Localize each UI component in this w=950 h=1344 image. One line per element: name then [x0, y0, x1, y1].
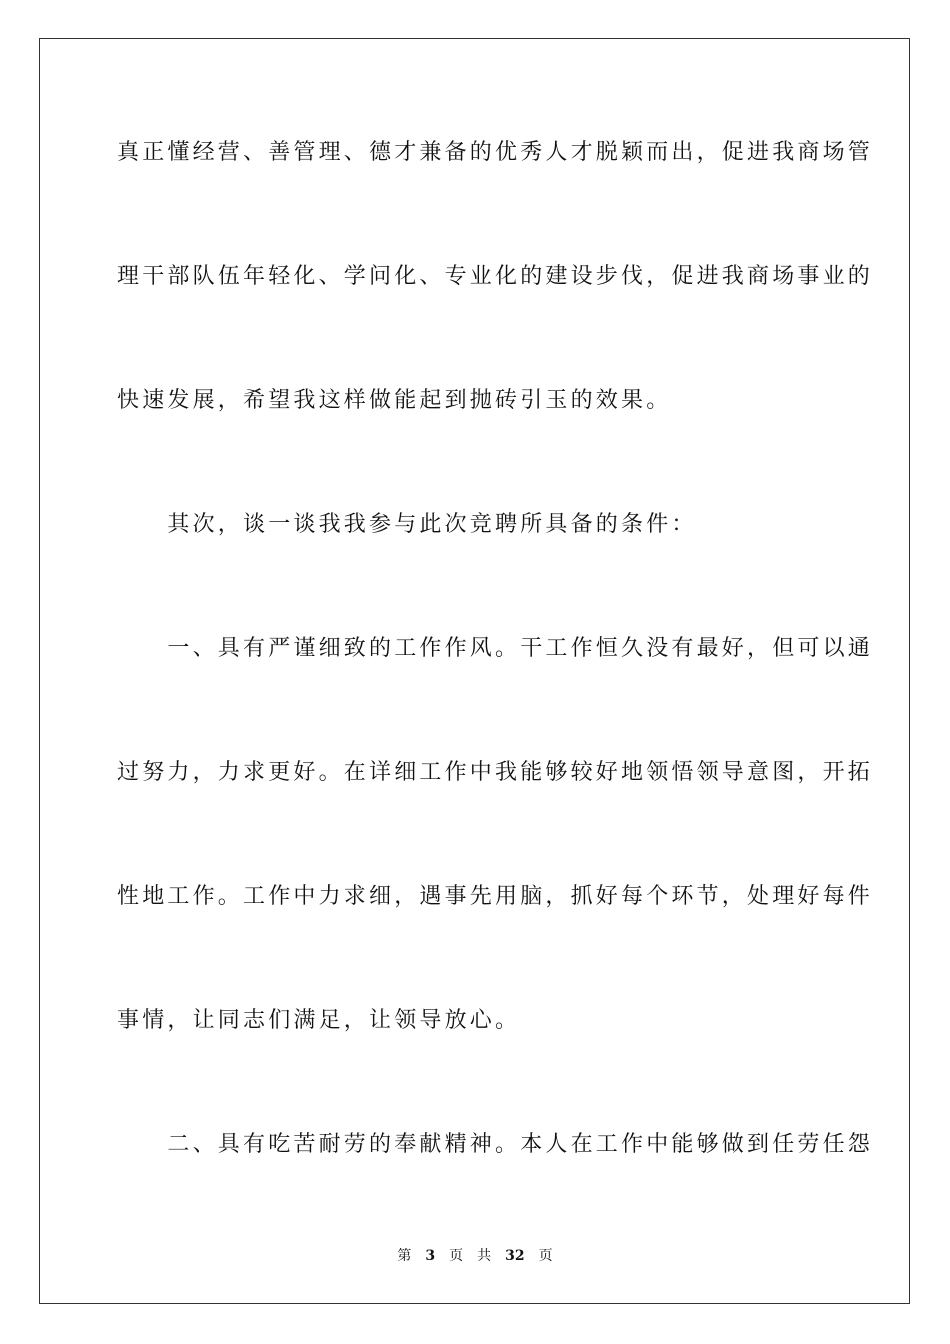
text-line-2: 理干部队伍年轻化、学问化、专业化的建设步伐，促进我商场事业的	[117, 264, 874, 289]
page-prefix: 第	[397, 1248, 412, 1264]
page-suffix: 页	[449, 1248, 464, 1264]
total-indicator	[477, 1248, 552, 1264]
text-line-6: 过努力，力求更好。在详细工作中我能够较好地领悟领导意图，开拓	[117, 760, 874, 785]
text-line-9: 二、具有吃苦耐劳的奉献精神。本人在工作中能够做到任劳任怨	[117, 1132, 874, 1157]
text-line-7: 性地工作。工作中力求细，遇事先用脑，抓好每个环节，处理好每件	[117, 884, 874, 909]
total-prefix: 共	[477, 1248, 492, 1264]
total-suffix: 页	[538, 1248, 553, 1264]
text-line-8: 事情，让同志们满足，让领导放心。	[117, 1008, 521, 1033]
page-border	[39, 38, 910, 1304]
total-pages: 32	[505, 1248, 525, 1264]
page-indicator	[397, 1248, 463, 1264]
page-footer	[0, 1246, 950, 1266]
text-line-4: 其次，谈一谈我我参与此次竞聘所具备的条件：	[117, 512, 697, 537]
text-line-1: 真正懂经营、善管理、德才兼备的优秀人才脱颖而出，促进我商场管	[117, 140, 874, 165]
text-line-5: 一、具有严谨细致的工作作风。干工作恒久没有最好，但可以通	[117, 636, 874, 661]
text-line-3: 快速发展，希望我这样做能起到抛砖引玉的效果。	[117, 388, 672, 413]
page-number: 3	[425, 1248, 436, 1264]
